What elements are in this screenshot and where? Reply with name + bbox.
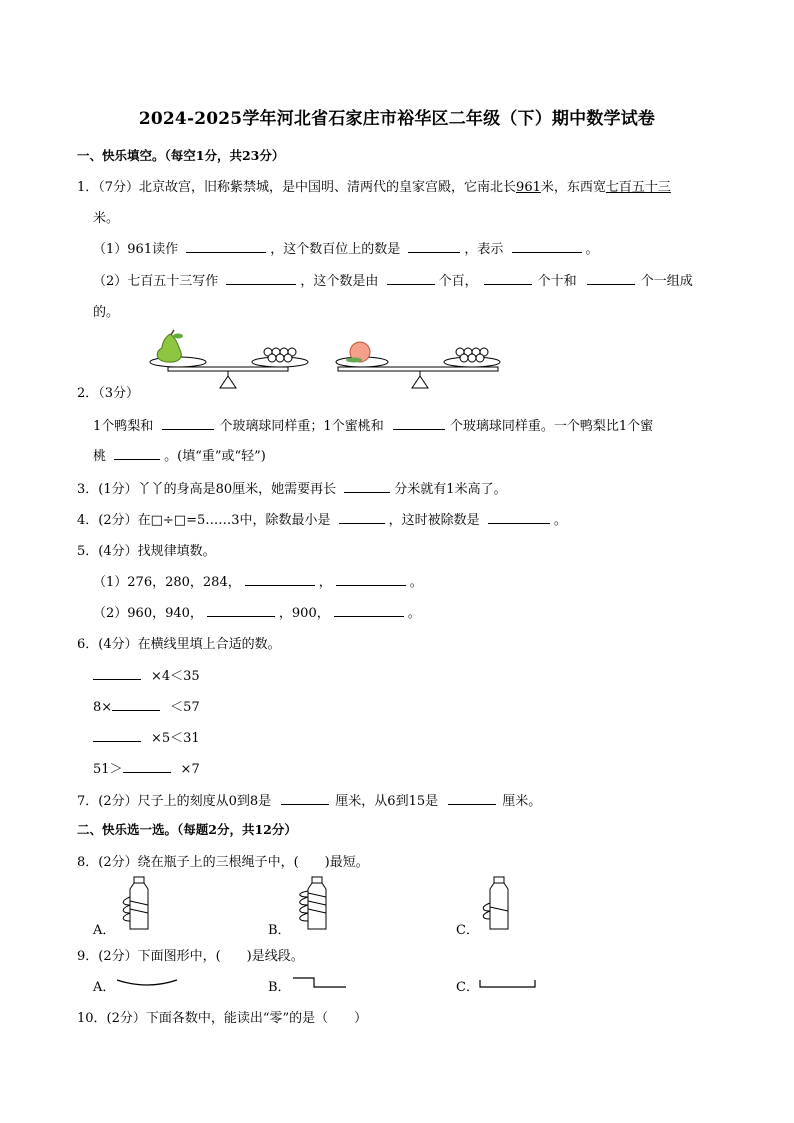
q9-option-c-label[interactable]: C． <box>456 980 479 995</box>
q4-text-a: 4．(2分）在□÷□=5……3中，除数最小是 <box>77 513 331 528</box>
q5p1-blank-1[interactable] <box>245 573 315 586</box>
q1p1-text-a: （1）961读作 <box>93 242 179 257</box>
q6r2-blank[interactable] <box>112 698 160 711</box>
q1-part-2 <box>93 270 693 289</box>
q4-text-b: ，这时被除数是 <box>388 513 480 528</box>
q4-blank-2[interactable] <box>488 511 550 524</box>
q1-stem-underlined-961: 961 <box>516 180 541 195</box>
q5p2-blank-2[interactable] <box>334 604 404 617</box>
q5p1-text: （1）276，280，284， <box>93 575 241 590</box>
question-5-stem: 5．(4分）找规律填数。 <box>77 544 216 559</box>
question-10-stem: 10．(2分）下面各数中，能读出“零”的是（ ） <box>77 1011 368 1026</box>
q2-blank-2[interactable] <box>393 417 445 430</box>
q3-text-a: 3．(1分）丫丫的身高是80厘米，她需要再长 <box>77 482 337 497</box>
q9-option-a-label[interactable]: A． <box>93 980 116 995</box>
q6r4-blank[interactable] <box>123 760 171 773</box>
q1-stem-underlined-753: 七百五十三 <box>605 180 671 195</box>
q1p2-blank-4[interactable] <box>587 272 635 285</box>
q1-part-1 <box>93 238 599 257</box>
q6-row-1 <box>93 665 200 684</box>
q1p2-text-c: 个百， <box>438 274 478 289</box>
q1p2-text-e: 个一组成 <box>640 274 693 289</box>
bottle-c-image <box>480 875 526 933</box>
q6r4-text-a: 51＞ <box>93 762 123 777</box>
q7-text-c: 厘米。 <box>502 794 542 809</box>
q6r2-text-b: ＜57 <box>170 700 200 715</box>
q9-option-b-label[interactable]: B． <box>268 980 291 995</box>
q2-text-b: 个玻璃球同样重；1个蜜桃和 <box>219 419 384 434</box>
question-7 <box>77 790 541 809</box>
q6-row-2 <box>93 696 200 715</box>
q5p1-blank-2[interactable] <box>336 573 406 586</box>
question-9-stem: 9．(2分）下面图形中，( )是线段。 <box>77 949 304 964</box>
q2-line-2 <box>93 445 266 464</box>
q2-text-c: 个玻璃球同样重。一个鸭梨比1个蜜 <box>449 419 654 434</box>
page-title: 2024-2025学年河北省石家庄市裕华区二年级（下）期中数学试卷 <box>138 109 656 129</box>
question-2-label: 2．（3分） <box>77 386 140 401</box>
q6r4-text-b: ×7 <box>180 762 200 777</box>
q1p2-text-f: 的。 <box>93 305 120 320</box>
q2-blank-3[interactable] <box>114 447 160 460</box>
balance-pear-image <box>140 330 315 392</box>
q5p2-text-a: （2）960，940， <box>93 606 203 621</box>
q8-option-c-label[interactable]: C． <box>456 923 479 938</box>
q1p1-blank-1[interactable] <box>186 240 266 253</box>
q1p2-blank-3[interactable] <box>484 272 532 285</box>
q2-text-a: 1个鸭梨和 <box>93 419 154 434</box>
q5p2-blank-1[interactable] <box>207 604 275 617</box>
question-1-stem <box>77 176 671 195</box>
q6r3-blank[interactable] <box>93 729 141 742</box>
q1p1-blank-2[interactable] <box>408 240 460 253</box>
q6r1-blank[interactable] <box>93 667 141 680</box>
q6r1-text: ×4＜35 <box>151 669 200 684</box>
q3-blank-1[interactable] <box>344 480 390 493</box>
question-3 <box>77 478 507 497</box>
q8-option-b-label[interactable]: B． <box>268 923 291 938</box>
q5-part-1 <box>93 571 423 590</box>
polyline-shape-b <box>292 976 348 990</box>
q1p1-text-c: ，表示 <box>464 242 504 257</box>
q7-text-b: 厘米，从6到15是 <box>335 794 439 809</box>
q2-line-1 <box>93 415 653 434</box>
balance-peach-image <box>332 330 507 392</box>
q3-text-b: 分米就有1米高了。 <box>394 482 507 497</box>
q4-blank-1[interactable] <box>339 511 385 524</box>
section-1-heading: 一、快乐填空。（每空1分，共23分） <box>77 148 285 163</box>
q2-blank-1[interactable] <box>162 417 214 430</box>
q1p2-text-b: ，这个数是由 <box>300 274 379 289</box>
q1p2-text-a: （2）七百五十三写作 <box>93 274 219 289</box>
question-6-stem: 6．(4分）在横线里填上合适的数。 <box>77 637 281 652</box>
q7-text-a: 7．(2分）尺子上的刻度从0到8是 <box>77 794 272 809</box>
q5-part-2 <box>93 602 421 621</box>
q1p1-text-d: 。 <box>585 242 599 257</box>
q5p2-text-b: ，900， <box>278 606 330 621</box>
q1-stem-text-a: 1．（7分）北京故宫，旧称紫禁城，是中国明、清两代的皇家宫殿，它南北长 <box>77 180 517 195</box>
q6r2-text-a: 8× <box>93 700 113 715</box>
question-4 <box>77 509 567 528</box>
q6r3-text: ×5＜31 <box>151 731 200 746</box>
q6-row-3 <box>93 727 200 746</box>
q4-text-c: 。 <box>553 513 567 528</box>
q7-blank-2[interactable] <box>448 792 496 805</box>
q5p2-end: 。 <box>407 606 421 621</box>
curve-shape-a <box>115 976 181 990</box>
segment-shape-c <box>478 976 538 990</box>
bottle-a-image <box>118 875 164 933</box>
q1p2-blank-2[interactable] <box>387 272 435 285</box>
q1p2-text-d: 个十和 <box>537 274 577 289</box>
q1-stem-text-b: 米，东西宽 <box>540 180 606 195</box>
q5p1-end: 。 <box>409 575 423 590</box>
q8-option-a-label[interactable]: A． <box>93 923 116 938</box>
q1p1-blank-3[interactable] <box>512 240 582 253</box>
q1p1-text-b: ，这个数百位上的数是 <box>270 242 401 257</box>
q2-text-e: 。(填“重”或“轻”) <box>164 449 266 464</box>
bottle-b-image <box>292 875 338 933</box>
q2-text-d: 桃 <box>93 449 107 464</box>
q5p1-sep: ， <box>318 575 332 590</box>
q7-blank-1[interactable] <box>281 792 329 805</box>
q1-stem-text-c: 米。 <box>93 211 120 226</box>
section-2-heading: 二、快乐选一选。（每题2分，共12分） <box>77 822 297 837</box>
question-8-stem: 8．(2分）绕在瓶子上的三根绳子中，( )最短。 <box>77 855 369 870</box>
q6-row-4 <box>93 758 200 777</box>
q1p2-blank-1[interactable] <box>226 272 296 285</box>
